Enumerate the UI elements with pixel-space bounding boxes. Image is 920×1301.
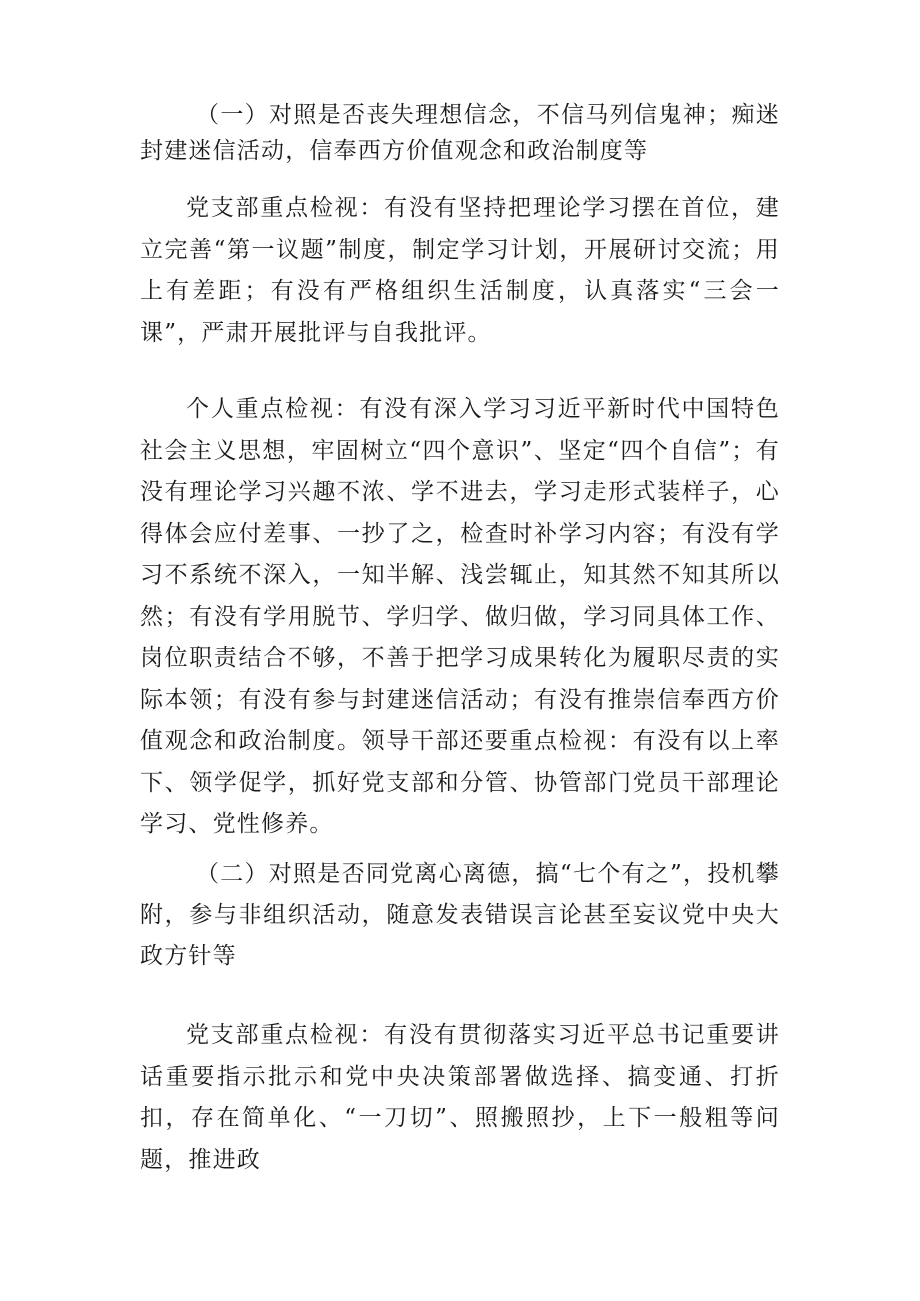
section-heading-1: （一）对照是否丧失理想信念，不信马列信鬼神；痴迷封建迷信活动，信奉西方价值观念和政治制度等: [140, 102, 780, 164]
body-paragraph-branch-review-2: 党支部重点检视：有没有贯彻落实习近平总书记重要讲话重要指示批示和党中央决策部署做选择、搞变通、打折扣，存在简单化、“一刀切”、照搬照抄，上下一般粗等问题，推进政: [140, 1022, 780, 1173]
body-paragraph-branch-review-1: 党支部重点检视：有没有坚持把理论学习摆在首位，建立完善“第一议题”制度，制定学习计划，开展研讨交流；用上有差距；有没有严格组织生活制度，认真落实“三会一课”，严肃开展批评与自我批评。: [140, 195, 780, 346]
section-heading-2: （二）对照是否同党离心离德，搞“七个有之”，投机攀附，参与非组织活动，随意发表错误言论甚至妄议党中央大政方针等: [140, 861, 780, 969]
body-paragraph-personal-review: 个人重点检视：有没有深入学习习近平新时代中国特色社会主义思想，牢固树立“四个意识”、坚定“四个自信”；有没有理论学习兴趣不浓、学不进去，学习走形式装样子，心得体会应付差事、一抄了之，检查时补学习内容；有没有学习不系统不深入，一知半解、浅尝辄止，知其然不知其所以然；有没有学用脱节、学归学、做归做，学习同具体工作、岗位职责结合不够，不善于把学习成果转化为履职尽责的实际本领；有没有参与封建迷信活动；有没有推崇信奉西方价值观念和政治制度。领导干部还要重点检视：有没有以上率下、领学促学，抓好党支部和分管、协管部门党员干部理论学习、党性修养。: [140, 396, 780, 837]
